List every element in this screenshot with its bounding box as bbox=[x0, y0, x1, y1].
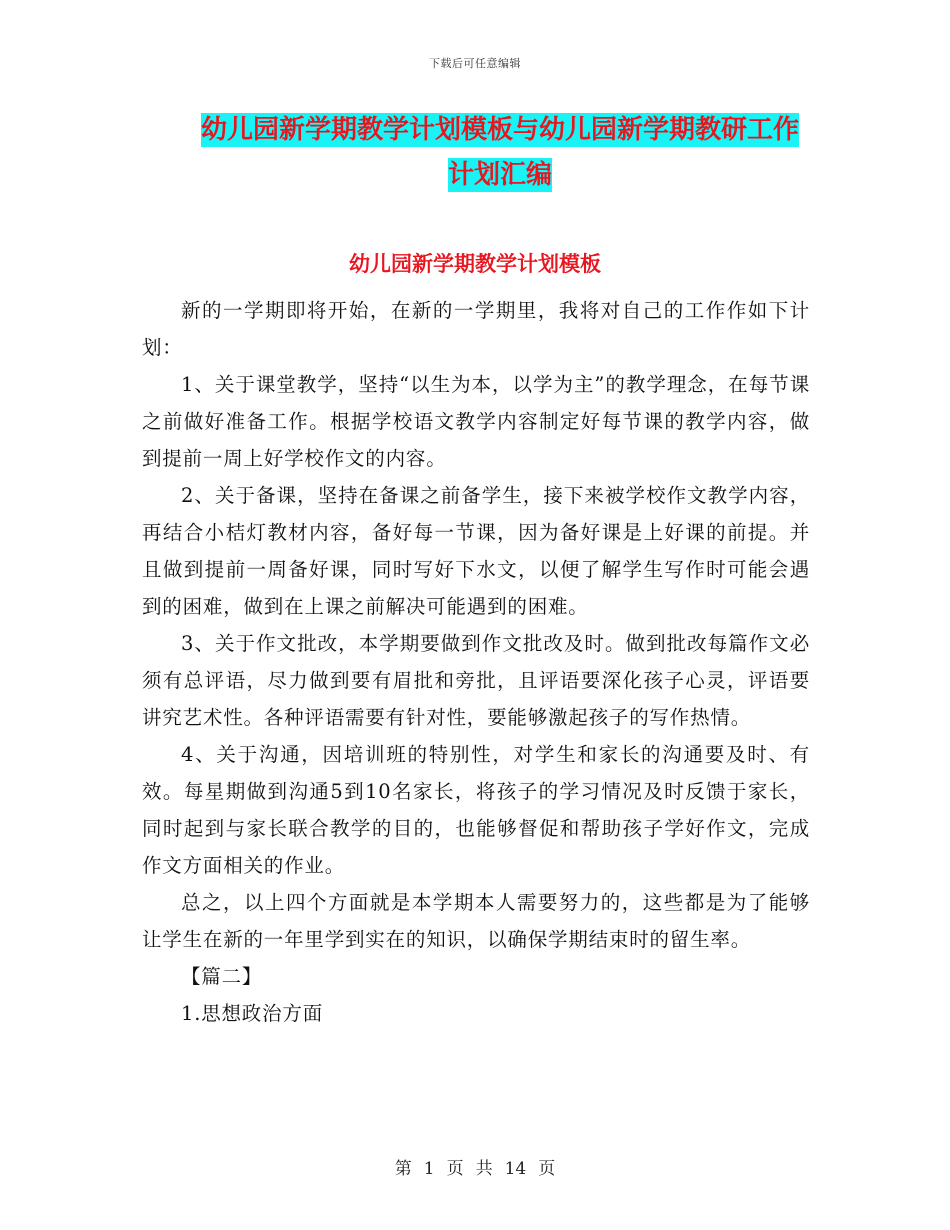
footer-current-page: 1 bbox=[423, 1159, 435, 1179]
paragraph-summary: 总之，以上四个方面就是本学期本人需要努力的，这些都是为了能够让学生在新的一年里学到实在的知识，以确保学期结束时的留生率。 bbox=[142, 891, 810, 951]
paragraph-item-3: 3、关于作文批改，本学期要做到作文批改及时。做到批改每篇作文必须有总评语，尽力做到要有眉批和旁批，且评语要深化孩子心灵，评语要讲究艺术性。各种评语需要有针对性，要能够激起孩子的写作热情。 bbox=[142, 632, 810, 729]
page-number-footer bbox=[0, 1154, 950, 1179]
paragraph-item-2: 2、关于备课，坚持在备课之前备学生，接下来被学校作文教学内容，再结合小桔灯教材内容，备好每一节课，因为备好课是上好课的前提。并且做到提前一周备好课，同时写好下水文，以便了解学生写作时可能会遇到的困难，做到在上课之前解决可能遇到的困难。 bbox=[142, 484, 810, 618]
paragraph-item-1: 1、关于课堂教学，坚持“以生为本，以学为主”的教学理念，在每节课之前做好准备工作。根据学校语文教学内容制定好每节课的教学内容，做到提前一周上好学校作文的内容。 bbox=[142, 373, 810, 470]
footer-prefix: 第 bbox=[394, 1159, 412, 1179]
document-title bbox=[150, 108, 850, 198]
document-title-line2: 计划汇编 bbox=[447, 160, 552, 190]
footer-total-prefix: 共 bbox=[475, 1159, 493, 1179]
header-note: 下载后可任意编辑 bbox=[429, 57, 521, 70]
document-body bbox=[142, 292, 810, 1032]
paragraph-intro: 新的一学期即将开始，在新的一学期里，我将对自己的工作作如下计划： bbox=[142, 299, 810, 359]
section-title: 幼儿园新学期教学计划模板 bbox=[349, 252, 601, 276]
footer-total-pages: 14 bbox=[504, 1159, 527, 1179]
footer-suffix: 页 bbox=[538, 1159, 556, 1179]
subsection-heading: 1.思想政治方面 bbox=[181, 1002, 324, 1025]
document-title-line1: 幼儿园新学期教学计划模板与幼儿园新学期教研工作 bbox=[200, 115, 799, 145]
footer-page-word: 页 bbox=[446, 1159, 464, 1179]
part-two-heading: 【篇二】 bbox=[181, 965, 263, 988]
paragraph-item-4: 4、关于沟通，因培训班的特别性，对学生和家长的沟通要及时、有效。每星期做到沟通5到10名家长，将孩子的学习情况及时反馈于家长，同时起到与家长联合教学的目的，也能够督促和帮助孩子学好作文，完成作文方面相关的作业。 bbox=[142, 743, 810, 877]
